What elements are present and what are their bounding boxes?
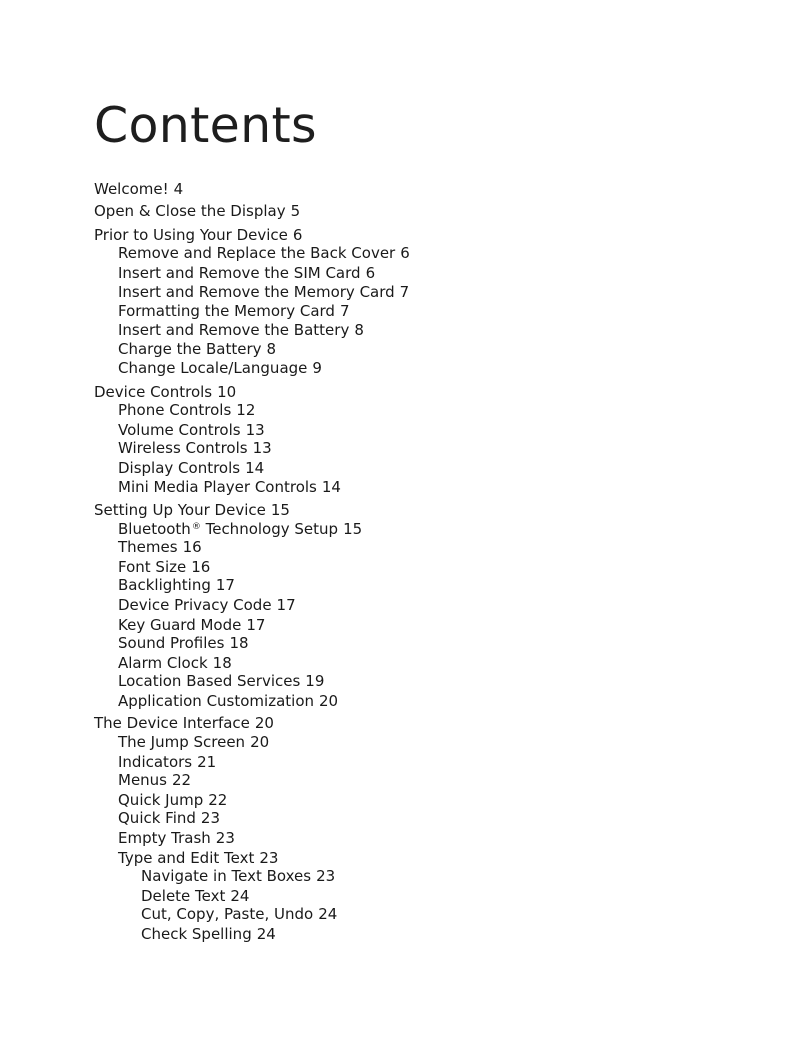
toc-entry-title: Application Customization (118, 692, 315, 710)
toc-entry-type-edit-text[interactable] (118, 849, 278, 867)
toc-entry-volume-controls[interactable] (118, 421, 265, 439)
toc-entry-title: Delete Text (141, 887, 226, 905)
toc-entry-title: Wireless Controls (118, 439, 248, 457)
toc-entry-title: Phone Controls (118, 401, 232, 419)
toc-page-number: 4 (173, 180, 184, 198)
toc-page-number: 17 (215, 576, 235, 594)
toc-entry-title: Device Controls (94, 383, 213, 401)
toc-page-number: 6 (365, 264, 376, 282)
toc-entry-title: The Device Interface (94, 714, 250, 732)
toc-entry-title: Mini Media Player Controls (118, 478, 317, 496)
toc-page-number: 18 (212, 654, 232, 672)
toc-page-number: 16 (191, 558, 211, 576)
toc-entry-battery[interactable] (118, 321, 364, 339)
toc-entry-memory-card[interactable] (118, 283, 409, 301)
toc-entry-title: Open & Close the Display (94, 202, 286, 220)
toc-page-number: 6 (400, 244, 410, 262)
toc-entry-back-cover[interactable] (118, 244, 410, 262)
toc-entry-device-interface[interactable] (94, 714, 274, 732)
toc-entry-jump-screen[interactable] (118, 733, 269, 751)
toc-entry-title: Check Spelling (141, 925, 252, 943)
toc-entry-title: Volume Controls (118, 421, 241, 439)
toc-entry-wireless-controls[interactable] (118, 439, 272, 457)
toc-entry-title: Empty Trash (118, 829, 211, 847)
toc-page-number: 21 (197, 753, 217, 771)
toc-entry-quick-find[interactable] (118, 809, 220, 827)
toc-page-number: 8 (266, 340, 277, 358)
toc-page-number: 10 (217, 383, 237, 401)
toc-entry-prior-to-using[interactable] (94, 226, 302, 244)
toc-page-number: 23 (316, 867, 336, 885)
toc-page-number: 18 (229, 634, 249, 652)
toc-entry-title: Insert and Remove the Battery (118, 321, 350, 339)
toc-page-number: 23 (259, 849, 279, 867)
toc-entry-title: Type and Edit Text (118, 849, 255, 867)
toc-entry-title-cont: Technology Setup (200, 520, 339, 538)
toc-entry-title: Location Based Services (118, 672, 301, 690)
toc-entry-title: Device Privacy Code (118, 596, 272, 614)
toc-entry-display-controls[interactable] (118, 459, 264, 477)
toc-entry-charge-battery[interactable] (118, 340, 276, 358)
toc-page-number: 20 (254, 714, 274, 732)
toc-entry-title: Indicators (118, 753, 193, 771)
toc-entry-quick-jump[interactable] (118, 791, 227, 809)
toc-entry-menus[interactable] (118, 771, 191, 789)
toc-page-number: 20 (250, 733, 270, 751)
toc-page-number: 12 (236, 401, 256, 419)
toc-page-number: 23 (215, 829, 235, 847)
toc-page-number: 6 (292, 226, 303, 244)
toc-entry-delete-text[interactable] (141, 887, 249, 905)
toc-entry-title: Key Guard Mode (118, 616, 242, 634)
toc-entry-change-locale[interactable] (118, 359, 322, 377)
toc-entry-title: Backlighting (118, 576, 211, 594)
toc-entry-sound-profiles[interactable] (118, 634, 249, 652)
toc-entry-title: Setting Up Your Device (94, 501, 266, 519)
toc-entry-title: Change Locale/Language (118, 359, 308, 377)
toc-entry-open-close-display[interactable] (94, 202, 300, 220)
toc-entry-title: Sound Profiles (118, 634, 225, 652)
toc-page-number: 7 (399, 283, 410, 301)
toc-entry-title: Bluetooth (118, 520, 191, 538)
toc-entry-title: Prior to Using Your Device (94, 226, 288, 244)
toc-page-number: 24 (230, 887, 250, 905)
toc-entry-title: Remove and Replace the Back Cover (118, 244, 396, 262)
toc-entry-navigate-text-boxes[interactable] (141, 867, 335, 885)
toc-entry-title: Alarm Clock (118, 654, 208, 672)
toc-entry-privacy-code[interactable] (118, 596, 296, 614)
toc-entry-sim-card[interactable] (118, 264, 375, 282)
toc-page-number: 15 (343, 520, 363, 538)
toc-entry-setting-up[interactable] (94, 501, 290, 519)
toc-entry-device-controls[interactable] (94, 383, 236, 401)
toc-entry-title: Display Controls (118, 459, 241, 477)
toc-page-number: 5 (290, 202, 301, 220)
toc-entry-check-spelling[interactable] (141, 925, 276, 943)
toc-page-number: 7 (339, 302, 350, 320)
toc-entry-title: Charge the Battery (118, 340, 262, 358)
toc-entry-font-size[interactable] (118, 558, 210, 576)
toc-entry-title: Menus (118, 771, 167, 789)
toc-entry-phone-controls[interactable] (118, 401, 255, 419)
toc-page-number: 8 (354, 321, 364, 339)
toc-page-number: 22 (172, 771, 192, 789)
page-title: Contents (94, 97, 317, 154)
toc-entry-title: Formatting the Memory Card (118, 302, 335, 320)
toc-page-number: 16 (182, 538, 202, 556)
toc-entry-title: Quick Jump (118, 791, 204, 809)
toc-page-number: 20 (319, 692, 339, 710)
toc-entry-app-customization[interactable] (118, 692, 338, 710)
toc-page-number: 24 (318, 905, 338, 923)
toc-entry-bluetooth[interactable] (118, 520, 362, 538)
toc-entry-indicators[interactable] (118, 753, 216, 771)
toc-entry-title: Welcome! (94, 180, 169, 198)
toc-page-number: 22 (208, 791, 228, 809)
toc-page-number: 14 (321, 478, 341, 496)
toc-page-number: 24 (256, 925, 276, 943)
toc-page-number: 13 (245, 421, 265, 439)
toc-entry-themes[interactable] (118, 538, 202, 556)
toc-entry-title: Insert and Remove the SIM Card (118, 264, 361, 282)
toc-entry-cut-copy-paste[interactable] (141, 905, 337, 923)
toc-entry-mini-media-controls[interactable] (118, 478, 341, 496)
toc-entry-formatting-memory-card[interactable] (118, 302, 350, 320)
toc-page-number: 17 (246, 616, 266, 634)
toc-page-number: 23 (200, 809, 221, 827)
toc-entry-title: Themes (118, 538, 178, 556)
toc-entry-key-guard[interactable] (118, 616, 265, 634)
toc-entry-title: Insert and Remove the Memory Card (118, 283, 395, 301)
toc-page-number: 13 (252, 439, 272, 457)
toc-entry-title: Navigate in Text Boxes (141, 867, 312, 885)
toc-entry-title: The Jump Screen (118, 733, 246, 751)
toc-page-number: 15 (270, 501, 290, 519)
toc-entry-title: Cut, Copy, Paste, Undo (141, 905, 314, 923)
toc-entry-title: Font Size (118, 558, 187, 576)
toc-page-number: 19 (305, 672, 325, 690)
registered-mark: ® (191, 522, 201, 532)
toc-entry-welcome[interactable] (94, 180, 183, 198)
toc-page-number: 9 (312, 359, 322, 377)
toc-entry-alarm-clock[interactable] (118, 654, 232, 672)
toc-entry-title: Quick Find (118, 809, 196, 827)
toc-entry-empty-trash[interactable] (118, 829, 235, 847)
toc-entry-backlighting[interactable] (118, 576, 235, 594)
toc-entry-location-services[interactable] (118, 672, 324, 690)
toc-page-number: 17 (276, 596, 296, 614)
toc-page-number: 14 (245, 459, 265, 477)
